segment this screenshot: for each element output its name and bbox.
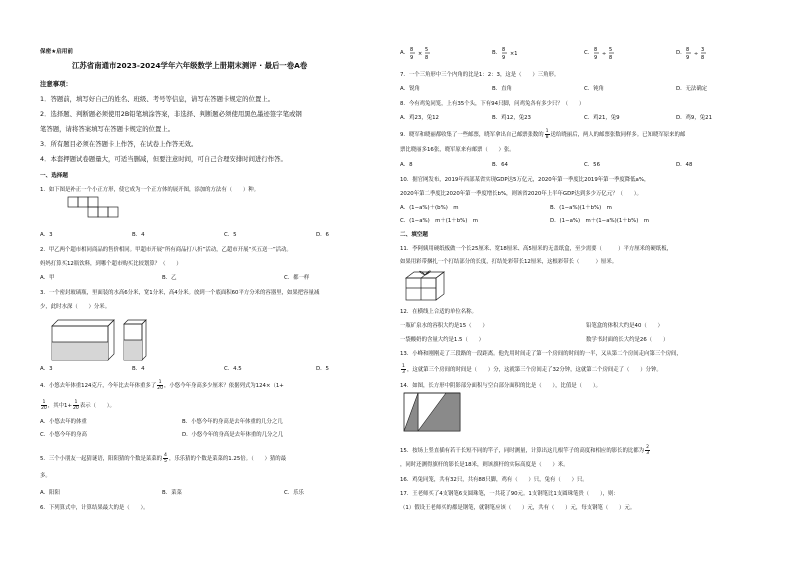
question-11: 11．李阿姨用硬纸板做一个长25厘米、宽18厘米、高5厘米的无盖纸盒，至少需要（ ）平方厘米的硬纸板， [400,246,672,252]
fill-item: 数学书封面的长大约是26（ ） [586,337,669,343]
option[interactable]: B．直角 [492,86,512,92]
question-13-cont: $\frac{1}{3}$ ，这就第三个房间的时间是（ ）分，这就第三个房间走了32分钟，这就第二个房间走了（ ）分钟。 [402,364,662,375]
question-1: 1．如下图是补正一个小正方形，使它成为一个正方体的展开图，添加的方法有（ ）种。 [40,187,260,193]
svg-text:8: 8 [686,47,690,53]
option[interactable]: A．鸡23，兔12 [400,115,439,121]
question-12: 12．在横线上合适的单位名称。 [400,309,477,315]
option[interactable]: B．(1−a%)(1＋b%) m [550,205,612,211]
svg-text:8: 8 [609,55,613,61]
option[interactable]: C． [584,50,594,56]
rectangle-shade-figure [404,393,464,433]
section-heading: 二、填空题 [400,232,428,238]
note-item: 2．选择题、判断题必须使用2B铅笔填涂答案，非选择、判断题必须使用黑色墨迹签字笔或钢 [40,110,302,118]
question-17-cont: （1）假设王老师买的都是钢笔，就钢笔应该（ ）元，共有（ ）元，每支钢笔（ ）元。 [400,505,636,511]
option[interactable]: B．鸡12，兔23 [492,115,531,121]
svg-text:9: 9 [410,55,414,61]
svg-text:9: 9 [502,55,506,61]
svg-text:5: 5 [609,47,613,53]
question-16: 16．鸡兔同笼，共有32只，共有88只脚，鸡有（ ）只，兔有（ ）只。 [400,477,588,483]
notes-heading: 注意事项： [40,80,72,88]
option[interactable]: D．(1−a%) m＋(1−a%)(1＋b%) m [550,218,649,224]
question-6: 6．下列算式中，计算结果最大的是（ ）。 [40,505,149,511]
option[interactable]: B．4 [132,366,145,372]
fraction: $\frac{1}{20}$ [72,400,79,411]
svg-text:8: 8 [701,55,705,61]
question-15: 15．按场上竖直插有若干长短不同的竿子，同时测量，计算出这几根竿子的高度和相应的影长的比都为 $\frac{2}{3}$ [400,445,649,456]
option[interactable]: D．小悠今年的身高是去年体重的几分之几 [182,432,284,438]
gift-box-figure [404,266,448,302]
svg-text:3: 3 [701,47,705,53]
question-5-cont: 多。 [40,473,51,479]
fraction: $\frac{1}{20}$ [157,380,164,391]
option[interactable]: A．3 [40,366,53,372]
svg-text:÷: ÷ [694,51,699,57]
svg-text:5: 5 [425,47,429,53]
fraction: $\frac{4}{5}$ [164,453,167,464]
svg-text:9: 9 [594,55,598,61]
section-heading: 一、选择题 [40,173,68,179]
option[interactable]: D．无法确定 [676,86,708,92]
svg-text:8: 8 [502,47,506,53]
question-3: 3．一个密封玻璃瓶，里面装的水高6分米，宽1分米，高4分米。放到一个底面积60平方分米的容器里，如果把容量减 [40,290,320,296]
question-10-cont: 2020年第二季度比2020年第一季度增长b%，则该省2020年上半年GDP达到多少万亿元？（ ）。 [400,191,642,197]
note-item: 1．答题前，填写好自己的姓名、班级、考号等信息，请写在答题卡规定的位置上。 [40,95,275,103]
option[interactable]: C．5 [224,232,237,238]
note-item: 4．本套押题试卷题量大，可适当删减，但要注意时间，可自己合理安排时间进行作答。 [40,155,287,163]
option[interactable]: B．菜菜 [162,490,182,496]
svg-text:8: 8 [410,47,414,53]
option[interactable]: B．4 [132,232,145,238]
option[interactable]: C．4.5 [224,366,242,372]
option[interactable]: C．56 [584,162,601,168]
option[interactable]: A． [400,50,410,56]
svg-text:8: 8 [425,55,429,61]
option[interactable]: A．小悠去年的体重 [40,419,87,425]
option[interactable]: C．都一样 [284,275,310,281]
net-figure [68,197,130,227]
question-14: 14．如图，长方形中阴影部分面积与空白部分面积的比是（ ），比值是（ ）。 [400,383,601,389]
svg-text:9: 9 [686,55,690,61]
fill-item: 一瓶矿泉水的容积大约是15（ ） [400,323,488,329]
q6-option-d-expr [686,45,726,63]
question-9: 9．晓军和晓丽都收集了一些邮票，晓军拿出自己邮票张数的 $\frac{1}{8}$ 送给晓丽后，两人的邮票张数同样多。已知晓军原来的邮 [400,129,686,140]
option[interactable]: A．甲 [40,275,55,281]
option[interactable]: B．小悠今年的身高是去年体重的几分之几 [182,419,283,425]
svg-text:8: 8 [594,47,598,53]
question-3-cont: 少，此时水深（ ）分米。 [40,304,111,310]
option[interactable]: D．6 [316,232,329,238]
svg-text:×1: ×1 [510,51,518,57]
question-17: 17．王老师买了4支钢笔6支圆珠笔，一共花了90元。1支钢笔比1支圆珠笔贵（ ），则： [400,491,619,497]
question-11-cont: 如果用彩带捆扎一个打结部分的长度，打结处彩带长12厘米，这根彩带长（ ）厘米。 [400,259,618,265]
question-7: 7．一个三角形中三个内角的比是1：2：3，这是（ ）三角形。 [400,72,560,78]
option[interactable]: C．小悠今年的身高 [40,432,87,438]
fill-item: 一袋酸奶的含量大约是1.5（ ） [400,337,485,343]
question-4: 4．小悠去年体重124克斤，今年比去年体重多了 $\frac{1}{20}$ ，小悠今年身高多少厘米？依据列式为124×（1+ [40,380,284,391]
question-5: 5．三个小朋友一起猜谜语，阳阳猜的个数是菜菜的 $\frac{4}{5}$ ，乐乐猜的个数是菜菜的1.25倍。（ ）猜的最 [40,453,287,464]
note-item: 3．所有题目必须在答题卡上作答，在试卷上作答无效。 [40,140,198,148]
option[interactable]: C．(1−a%) m＋(1＋b%) m [400,218,478,224]
fraction: $\frac{2}{3}$ [646,445,649,456]
option[interactable]: A．阳阳 [40,490,60,496]
option[interactable]: C．鸡21，兔9 [584,115,620,121]
option[interactable]: D．5 [316,366,329,372]
option[interactable]: B． [492,50,502,56]
q6-option-b-expr [502,45,542,63]
page-title: 江苏省南通市2023-2024学年六年级数学上册期末测评 · 最后一卷A卷 [72,61,308,70]
option[interactable]: A．锐角 [400,86,420,92]
fraction: $\frac{1}{8}$ [545,129,549,140]
question-4-cont: $\frac{1}{20}$ ，其中1+ $\frac{1}{20}$ 表示（ ）。 [41,400,115,411]
svg-text:×: × [418,51,423,57]
option[interactable]: D． [676,50,686,56]
q6-option-a-expr [410,45,450,63]
option[interactable]: A．8 [400,162,413,168]
fraction: $\frac{1}{20}$ [41,400,47,411]
option[interactable]: C．乐乐 [284,490,304,496]
option[interactable]: B．64 [492,162,508,168]
question-10: 10．据官网发布，2019年西部某省实现GDP达5万亿元，2020年第一季度比2019年第一季度降低a%， [400,177,650,183]
option[interactable]: D．48 [676,162,693,168]
option[interactable]: C．钝角 [584,86,604,92]
q6-option-c-expr [594,45,634,63]
option[interactable]: A．(1−a%)＋(b%) m [400,205,459,211]
question-8: 8．今有鸡兔同笼，上有35个头，下有94只脚，问鸡兔各有多少只？（ ） [400,101,585,107]
question-2-cont: 妈妈打算买12瓶饮料，到哪个超市购买比较划算？（ ） [40,261,182,267]
tank-figure [48,314,158,364]
svg-text:÷: ÷ [602,51,607,57]
fill-item: 铅笔盒的体积大约是40（ ） [586,323,663,329]
question-13: 13．小峰和刚刚走了三段路的一段距离。他先用时间走了第一个房间的时间的一半，又从第二个房间走向第三个房间， [400,351,682,357]
option[interactable]: D．鸡9，兔21 [676,115,713,121]
question-2: 2．甲乙两个超市相同商品的售价相同。甲超市开展“所有商品打八折”活动，乙超市开展“买五送一”活动。 [40,247,292,253]
question-9-cont: 票比晓丽多16张，晓军原来有邮票（ ）张。 [400,147,515,153]
question-15-cont: ，同时还测得旗杆的影长是18米，则该旗杆的实际高度是（ ）米。 [400,462,569,468]
secret-mark: 保密★启用前 [40,49,73,55]
option[interactable]: B．乙 [162,275,177,281]
option[interactable]: A．3 [40,232,53,238]
fraction: $\frac{1}{3}$ [402,364,405,375]
note-item: 笔答题，请将答案填写在答题卡规定的位置上。 [40,125,175,133]
